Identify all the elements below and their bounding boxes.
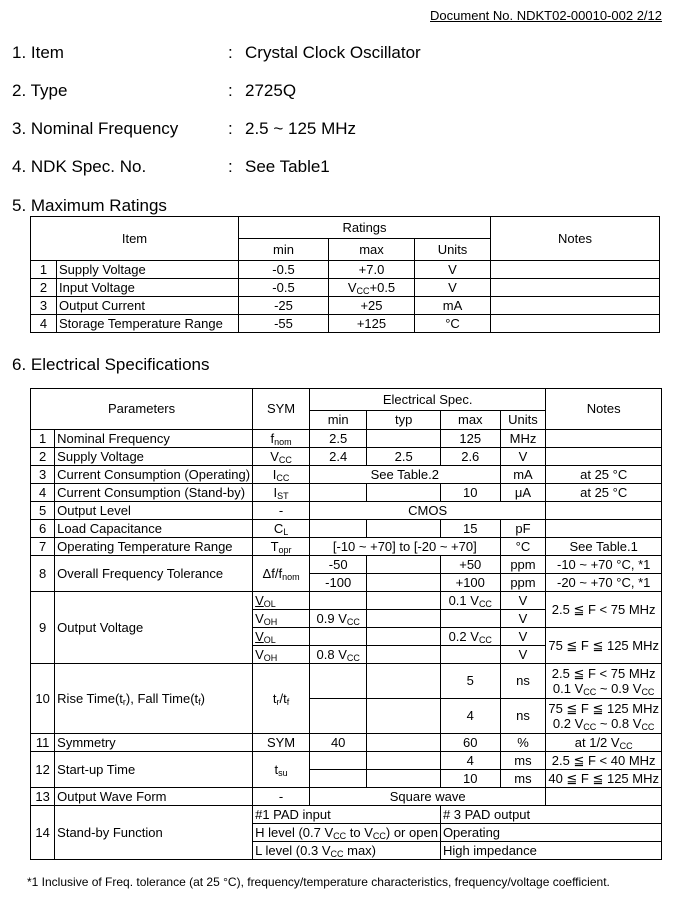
- row-number: 7: [31, 538, 55, 556]
- header-ratings: Ratings: [239, 217, 491, 239]
- note-text: 0.1 V: [552, 681, 584, 696]
- max-symbol: V: [347, 279, 357, 295]
- sym-sub: OH: [263, 616, 278, 627]
- row-parameter: Nominal Frequency: [55, 430, 253, 448]
- param-sub: r: [122, 696, 126, 707]
- row-sym: [253, 646, 310, 664]
- row-parameter: Start-up Time: [55, 752, 253, 788]
- table-row: [31, 664, 662, 699]
- sym-sub: CC: [276, 472, 290, 483]
- row-max: [440, 592, 500, 610]
- row-number: 2: [31, 279, 57, 297]
- row-notes: [546, 664, 662, 699]
- row-units: V: [415, 261, 491, 279]
- nominal-frequency-value: 2.5 ~ 125 MHz: [245, 119, 357, 138]
- row-typ: [367, 484, 441, 502]
- row-sym: [253, 466, 310, 484]
- row-units: V: [500, 592, 546, 610]
- row-typ: [367, 574, 441, 592]
- ndk-spec-label: 4. NDK Spec. No.: [12, 157, 147, 176]
- row-sym: SYM: [253, 734, 310, 752]
- row-sym: [253, 430, 310, 448]
- value-text: 0.1 V: [448, 592, 479, 608]
- row-number: 8: [31, 556, 55, 592]
- row-notes: [491, 297, 660, 315]
- row-number: 9: [31, 592, 55, 664]
- colon: :: [228, 81, 233, 100]
- input-text: to V: [346, 824, 373, 840]
- header-notes: Notes: [546, 389, 662, 430]
- note-line: 2.5 ≦ F < 75 MHz: [551, 666, 656, 681]
- row-notes: -20 ~ +70 °C, *1: [546, 574, 662, 592]
- note-text: at 1/2 V: [574, 734, 620, 750]
- row-typ: [367, 520, 441, 538]
- ndk-spec-value: See Table1: [245, 157, 330, 176]
- nominal-frequency-label: 3. Nominal Frequency: [12, 119, 179, 138]
- row-item: Input Voltage: [57, 279, 239, 297]
- row-number: 1: [31, 261, 57, 279]
- row-number: 2: [31, 448, 55, 466]
- sym-sub: r: [276, 696, 280, 707]
- sym-text: I: [273, 484, 278, 500]
- param-sub: f: [198, 696, 201, 707]
- param-text: ), Fall Time(t: [125, 690, 199, 706]
- row-sym: [253, 556, 310, 592]
- row-min: -25: [239, 297, 329, 315]
- row-parameter: Output Wave Form: [55, 788, 253, 806]
- param-text: ): [200, 690, 205, 706]
- row-min: [310, 699, 367, 734]
- row-min: -0.5: [239, 261, 329, 279]
- header-parameters: Parameters: [31, 389, 253, 430]
- table-row: [31, 261, 660, 279]
- row-notes: [491, 261, 660, 279]
- table-row: [31, 806, 662, 824]
- row-parameter: Output Voltage: [55, 592, 253, 664]
- row-units: ms: [500, 752, 546, 770]
- row-number: 5: [31, 502, 55, 520]
- row-typ: [367, 430, 441, 448]
- row-max: +25: [329, 297, 415, 315]
- sym-text: I: [272, 466, 277, 482]
- row-parameter: Symmetry: [55, 734, 253, 752]
- row-typ: [367, 646, 441, 664]
- row-number: 11: [31, 734, 55, 752]
- sym-sub: OL: [263, 634, 276, 645]
- row-notes: 75 ≦ F ≦ 125 MHz: [546, 628, 662, 664]
- sym-text: V: [255, 610, 264, 626]
- standby-output-header: # 3 PAD output: [440, 806, 661, 824]
- table-row: [31, 556, 662, 574]
- note-sub: CC: [583, 722, 597, 732]
- table-row: [31, 520, 662, 538]
- note-text: ~ 0.9 V: [596, 681, 642, 696]
- row-units: V: [500, 646, 546, 664]
- row-spec-span: See Table.2: [310, 466, 501, 484]
- row-max: 10: [440, 770, 500, 788]
- row-sym: [253, 520, 310, 538]
- row-notes: [546, 699, 662, 734]
- row-units: mA: [415, 297, 491, 315]
- row-spec-span: Square wave: [310, 788, 546, 806]
- row-units: ns: [500, 664, 546, 699]
- type-label: 2. Type: [12, 81, 68, 100]
- sym-text: t: [272, 690, 277, 706]
- sym-sub: su: [278, 767, 288, 778]
- row-units: mA: [500, 466, 546, 484]
- header-electrical-spec: Electrical Spec.: [310, 389, 546, 411]
- row-parameter: Operating Temperature Range: [55, 538, 253, 556]
- input-text: max): [343, 842, 376, 858]
- row-parameter: Current Consumption (Operating): [55, 466, 253, 484]
- row-max: 4: [440, 752, 500, 770]
- item-label: 1. Item: [12, 43, 64, 62]
- table-row: [31, 734, 662, 752]
- maximum-ratings-table: [30, 216, 660, 333]
- row-min: -0.5: [239, 279, 329, 297]
- colon: :: [228, 157, 233, 176]
- input-sub: CC: [333, 830, 347, 841]
- value-sub: CC: [478, 598, 492, 609]
- header-item: Item: [31, 217, 239, 261]
- standby-output-high: Operating: [440, 824, 661, 842]
- table-row: [31, 466, 662, 484]
- table-row: [31, 279, 660, 297]
- row-typ: [367, 556, 441, 574]
- row-notes: See Table.1: [546, 538, 662, 556]
- row-units: °C: [415, 315, 491, 333]
- input-sub: CC: [372, 830, 386, 841]
- note-sub: CC: [641, 687, 655, 697]
- sym-sub: OH: [263, 652, 278, 663]
- row-parameter: Current Consumption (Stand-by): [55, 484, 253, 502]
- row-notes: 2.5 ≦ F < 40 MHz: [546, 752, 662, 770]
- row-notes: -10 ~ +70 °C, *1: [546, 556, 662, 574]
- row-item: Storage Temperature Range: [57, 315, 239, 333]
- header-sym: SYM: [253, 389, 310, 430]
- standby-input-low: [253, 842, 441, 860]
- row-units: °C: [500, 538, 546, 556]
- header-min: min: [310, 411, 367, 430]
- table-row: [31, 430, 662, 448]
- row-min: 2.4: [310, 448, 367, 466]
- section-electrical-specifications: 6. Electrical Specifications: [12, 355, 210, 374]
- header-max: max: [329, 239, 415, 261]
- row-min: [310, 664, 367, 699]
- row-min: [310, 752, 367, 770]
- row-max: +100: [440, 574, 500, 592]
- row-max: 15: [440, 520, 500, 538]
- row-sym: [253, 448, 310, 466]
- value-sub: CC: [478, 634, 492, 645]
- row-number: 4: [31, 484, 55, 502]
- table-row: [31, 448, 662, 466]
- table-row: [31, 297, 660, 315]
- row-sym: [253, 628, 310, 646]
- row-min: -55: [239, 315, 329, 333]
- sym-text: Δf/f: [262, 565, 283, 581]
- row-min: 2.5: [310, 430, 367, 448]
- note-text: 0.2 V: [552, 716, 584, 731]
- standby-output-low: High impedance: [440, 842, 661, 860]
- input-text: ) or open: [385, 824, 438, 840]
- row-number: 3: [31, 297, 57, 315]
- row-item: Supply Voltage: [57, 261, 239, 279]
- row-min: [310, 770, 367, 788]
- row-parameter: Supply Voltage: [55, 448, 253, 466]
- row-notes: [491, 279, 660, 297]
- row-max: [440, 610, 500, 628]
- header-units: Units: [415, 239, 491, 261]
- row-notes: at 25 °C: [546, 484, 662, 502]
- row-typ: [367, 752, 441, 770]
- row-max: 10: [440, 484, 500, 502]
- row-max: [329, 279, 415, 297]
- value-text: 0.8 V: [316, 646, 347, 662]
- row-notes: [546, 734, 662, 752]
- max-offset: +0.5: [369, 279, 396, 295]
- row-units: MHz: [500, 430, 546, 448]
- row-units: μA: [500, 484, 546, 502]
- row-parameter: Overall Frequency Tolerance: [55, 556, 253, 592]
- row-number: 1: [31, 430, 55, 448]
- value-sub: CC: [346, 616, 360, 627]
- row-min: [310, 610, 367, 628]
- row-sym: [253, 752, 310, 788]
- note-sub: CC: [641, 722, 655, 732]
- section-maximum-ratings: 5. Maximum Ratings: [12, 196, 167, 215]
- row-min: [310, 520, 367, 538]
- header-min: min: [239, 239, 329, 261]
- sym-text: V: [270, 448, 279, 464]
- row-number: 6: [31, 520, 55, 538]
- electrical-specifications-table: [30, 388, 662, 860]
- sym-sub: opr: [278, 544, 292, 555]
- header-notes: Notes: [491, 217, 660, 261]
- row-number: 10: [31, 664, 55, 734]
- row-max: 5: [440, 664, 500, 699]
- footnote: *1 Inclusive of Freq. tolerance (at 25 °C), frequency/temperature characteristics, frequency/voltage coefficient.: [27, 875, 610, 889]
- input-text: H level (0.7 V: [255, 824, 334, 840]
- header-max: max: [440, 411, 500, 430]
- sym-sub: CC: [278, 454, 292, 465]
- row-units: ns: [500, 699, 546, 734]
- standby-input-high: [253, 824, 441, 842]
- row-number: 14: [31, 806, 55, 860]
- param-text: Rise Time(t: [57, 690, 123, 706]
- row-max: 125: [440, 430, 500, 448]
- sym-text: f: [270, 430, 275, 446]
- table-row: [31, 502, 662, 520]
- row-sym: [253, 610, 310, 628]
- header-typ: typ: [367, 411, 441, 430]
- sym-text: C: [273, 520, 284, 536]
- row-sym: -: [253, 788, 310, 806]
- row-units: ppm: [500, 574, 546, 592]
- row-max: 60: [440, 734, 500, 752]
- row-min: [310, 592, 367, 610]
- row-notes: [546, 430, 662, 448]
- row-parameter: Load Capacitance: [55, 520, 253, 538]
- value-sub: CC: [346, 652, 360, 663]
- row-item: Output Current: [57, 297, 239, 315]
- row-spec-span: [-10 ~ +70] to [-20 ~ +70]: [310, 538, 501, 556]
- max-subscript: CC: [356, 285, 370, 296]
- value-text: 0.2 V: [448, 628, 479, 644]
- row-notes: [546, 788, 662, 806]
- row-sym: [253, 592, 310, 610]
- row-notes: 2.5 ≦ F < 75 MHz: [546, 592, 662, 628]
- row-parameter: Stand-by Function: [55, 806, 253, 860]
- row-typ: 2.5: [367, 448, 441, 466]
- sym-text: V: [255, 592, 264, 608]
- row-max: +125: [329, 315, 415, 333]
- type-value: 2725Q: [245, 81, 297, 100]
- row-max: 2.6: [440, 448, 500, 466]
- note-text: ~ 0.8 V: [596, 716, 642, 731]
- table-row: [31, 315, 660, 333]
- table-row: [31, 592, 662, 610]
- row-units: V: [415, 279, 491, 297]
- input-sub: CC: [330, 848, 344, 859]
- colon: :: [228, 119, 233, 138]
- row-typ: [367, 592, 441, 610]
- note-sub: CC: [619, 740, 633, 751]
- sym-text: t: [274, 761, 279, 777]
- row-units: V: [500, 610, 546, 628]
- row-sym: [253, 484, 310, 502]
- row-max: +50: [440, 556, 500, 574]
- row-min: [310, 628, 367, 646]
- row-sym: [253, 664, 310, 734]
- sym-text: V: [255, 628, 264, 644]
- row-typ: [367, 664, 441, 699]
- input-text: L level (0.3 V: [255, 842, 331, 858]
- row-min: [310, 646, 367, 664]
- sym-sub: OL: [263, 598, 276, 609]
- row-notes: [546, 520, 662, 538]
- item-value: Crystal Clock Oscillator: [245, 43, 421, 62]
- row-min: [310, 484, 367, 502]
- row-max: [440, 628, 500, 646]
- row-spec-span: CMOS: [310, 502, 546, 520]
- row-parameter: [55, 664, 253, 734]
- colon: :: [228, 43, 233, 62]
- sym-sub: nom: [274, 436, 292, 447]
- sym-sub: f: [286, 696, 290, 707]
- row-notes: [546, 502, 662, 520]
- row-number: 3: [31, 466, 55, 484]
- row-typ: [367, 699, 441, 734]
- row-typ: [367, 610, 441, 628]
- row-units: %: [500, 734, 546, 752]
- table-row: [31, 484, 662, 502]
- row-notes: at 25 °C: [546, 466, 662, 484]
- row-notes: 40 ≦ F ≦ 125 MHz: [546, 770, 662, 788]
- row-typ: [367, 628, 441, 646]
- sym-sub: nom: [282, 571, 300, 582]
- row-number: 4: [31, 315, 57, 333]
- row-units: ms: [500, 770, 546, 788]
- header-units: Units: [500, 411, 546, 430]
- table-row: [31, 752, 662, 770]
- row-notes: [546, 448, 662, 466]
- sym-sub: L: [283, 526, 289, 537]
- row-max: 4: [440, 699, 500, 734]
- row-max: [440, 646, 500, 664]
- row-units: V: [500, 448, 546, 466]
- row-min: 40: [310, 734, 367, 752]
- sym-text: V: [255, 646, 264, 662]
- row-units: ppm: [500, 556, 546, 574]
- row-number: 12: [31, 752, 55, 788]
- row-units: pF: [500, 520, 546, 538]
- value-text: 0.9 V: [316, 610, 347, 626]
- note-line: [548, 681, 659, 696]
- row-notes: [491, 315, 660, 333]
- sym-text: T: [270, 538, 279, 554]
- row-min: -50: [310, 556, 367, 574]
- sym-sub: ST: [277, 490, 289, 501]
- table-row: [31, 788, 662, 806]
- document-number: Document No. NDKT02-00010-002 2/12: [430, 8, 662, 23]
- row-number: 13: [31, 788, 55, 806]
- row-typ: [367, 770, 441, 788]
- note-sub: CC: [583, 687, 597, 697]
- note-line: [548, 716, 659, 731]
- table-row: [31, 538, 662, 556]
- row-max: +7.0: [329, 261, 415, 279]
- row-typ: [367, 734, 441, 752]
- row-units: V: [500, 628, 546, 646]
- row-sym: -: [253, 502, 310, 520]
- sym-text: /t: [279, 690, 287, 706]
- standby-input-header: #1 PAD input: [253, 806, 441, 824]
- row-sym: [253, 538, 310, 556]
- row-parameter: Output Level: [55, 502, 253, 520]
- row-min: -100: [310, 574, 367, 592]
- note-line: 75 ≦ F ≦ 125 MHz: [548, 701, 659, 716]
